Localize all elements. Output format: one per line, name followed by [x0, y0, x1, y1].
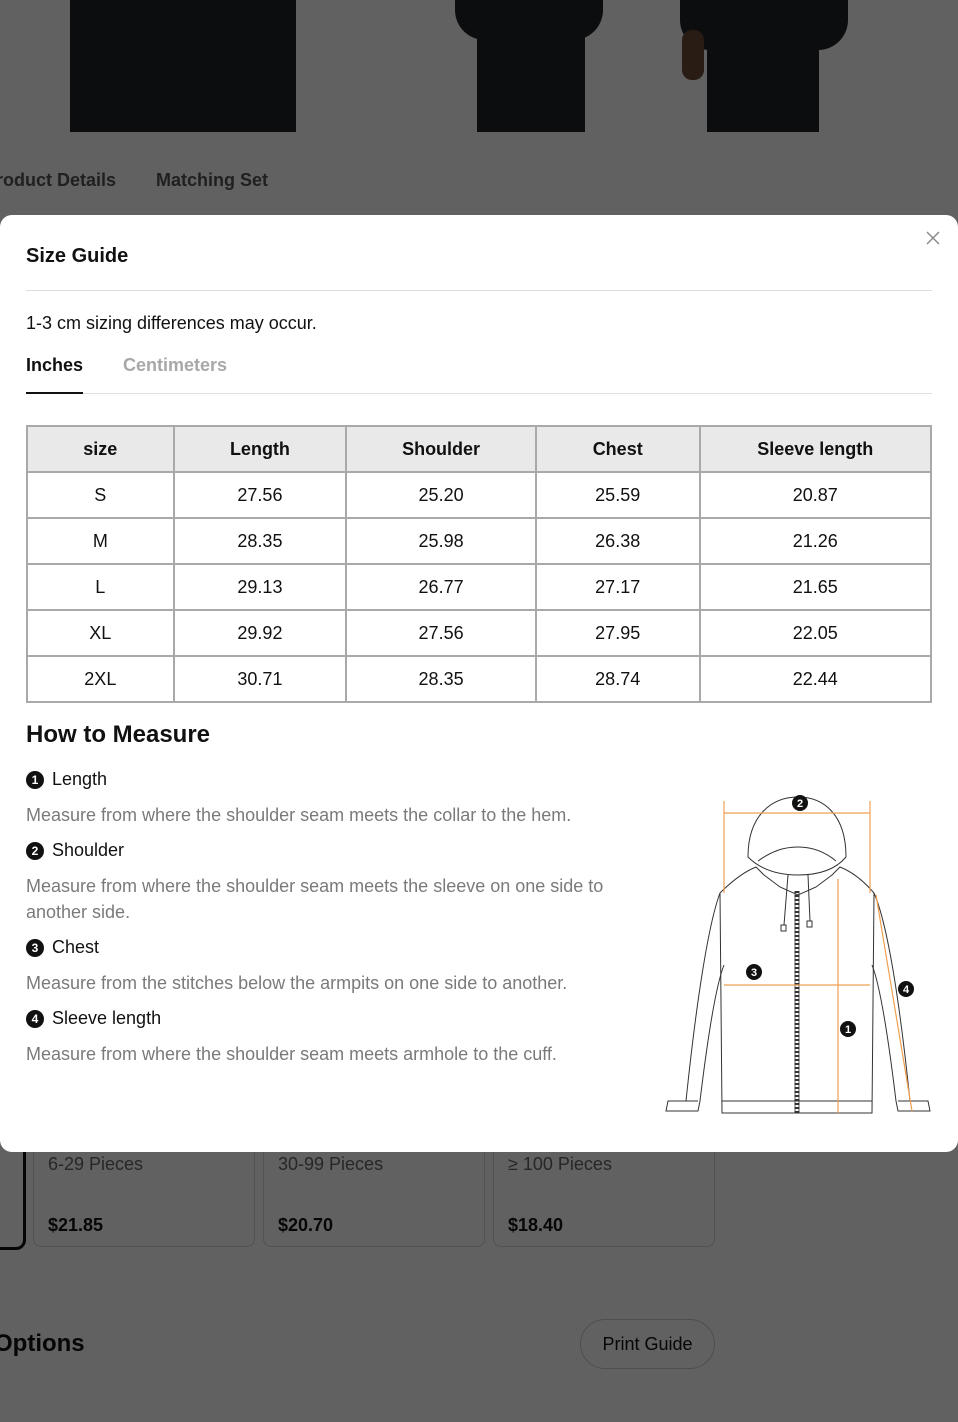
unit-tabs — [26, 355, 932, 394]
table-cell: 25.20 — [346, 472, 536, 518]
table-cell: 28.35 — [174, 518, 347, 564]
table-cell: S — [27, 472, 174, 518]
modal-title: Size Guide — [26, 245, 129, 267]
close-icon — [922, 227, 944, 249]
table-cell: 29.13 — [174, 564, 347, 610]
table-cell: M — [27, 518, 174, 564]
hoodie-diagram-icon — [660, 775, 936, 1120]
table-row — [27, 564, 931, 610]
table-cell: 27.56 — [346, 610, 536, 656]
table-cell: 30.71 — [174, 656, 347, 702]
table-cell: 28.35 — [346, 656, 536, 702]
table-cell: 29.92 — [174, 610, 347, 656]
diagram-marker: 2 — [796, 798, 804, 810]
step-heading — [26, 1008, 636, 1029]
step-name: Sleeve length — [52, 1008, 162, 1028]
step-description: Measure from where the shoulder seam meets the sleeve on one side to another side. — [26, 876, 604, 922]
step-number-icon: 4 — [26, 1010, 44, 1028]
column-header: Length — [174, 426, 347, 472]
table-cell: 21.65 — [700, 564, 931, 610]
diagram-marker: 3 — [750, 967, 758, 979]
step-number-icon: 3 — [26, 939, 44, 957]
step-name: Chest — [52, 937, 100, 957]
step-description: Measure from where the shoulder seam meets armhole to the cuff. — [26, 1044, 557, 1064]
step-number-icon: 2 — [26, 842, 44, 860]
size-table — [26, 425, 932, 703]
step-name: Shoulder — [52, 840, 125, 860]
close-button[interactable] — [922, 227, 944, 249]
table-cell: 27.56 — [174, 472, 347, 518]
table-cell: 26.77 — [346, 564, 536, 610]
table-row — [27, 472, 931, 518]
table-cell: L — [27, 564, 174, 610]
step-number-icon: 1 — [26, 771, 44, 789]
tab-centimeters[interactable]: Centimeters — [123, 355, 228, 375]
tab-inches[interactable]: Inches — [26, 355, 83, 394]
table-cell: 20.87 — [700, 472, 931, 518]
table-row — [27, 656, 931, 702]
diagram-marker: 1 — [844, 1024, 852, 1036]
step-heading — [26, 840, 636, 861]
column-header: Chest — [536, 426, 700, 472]
measure-steps — [26, 769, 636, 1079]
diagram-marker: 4 — [902, 984, 910, 996]
step-heading — [26, 769, 636, 790]
column-header: Shoulder — [346, 426, 536, 472]
table-cell: XL — [27, 610, 174, 656]
step-description: Measure from where the shoulder seam meets the collar to the hem. — [26, 805, 572, 825]
table-cell: 25.59 — [536, 472, 700, 518]
table-cell: 21.26 — [700, 518, 931, 564]
table-cell: 25.98 — [346, 518, 536, 564]
how-to-measure-title: How to Measure — [26, 721, 211, 748]
table-row — [27, 610, 931, 656]
step-name: Length — [52, 769, 108, 789]
sizing-note: 1-3 cm sizing differences may occur. — [26, 313, 317, 333]
column-header: size — [27, 426, 174, 472]
step-description: Measure from the stitches below the armpits on one side to another. — [26, 973, 568, 993]
table-cell: 27.17 — [536, 564, 700, 610]
divider — [26, 290, 932, 291]
table-cell: 22.05 — [700, 610, 931, 656]
table-cell: 2XL — [27, 656, 174, 702]
step-heading — [26, 937, 636, 958]
table-cell: 27.95 — [536, 610, 700, 656]
table-row — [27, 518, 931, 564]
table-cell: 26.38 — [536, 518, 700, 564]
table-cell: 22.44 — [700, 656, 931, 702]
column-header: Sleeve length — [700, 426, 931, 472]
table-header-row — [27, 426, 931, 472]
table-cell: 28.74 — [536, 656, 700, 702]
size-guide-modal — [0, 215, 958, 1152]
